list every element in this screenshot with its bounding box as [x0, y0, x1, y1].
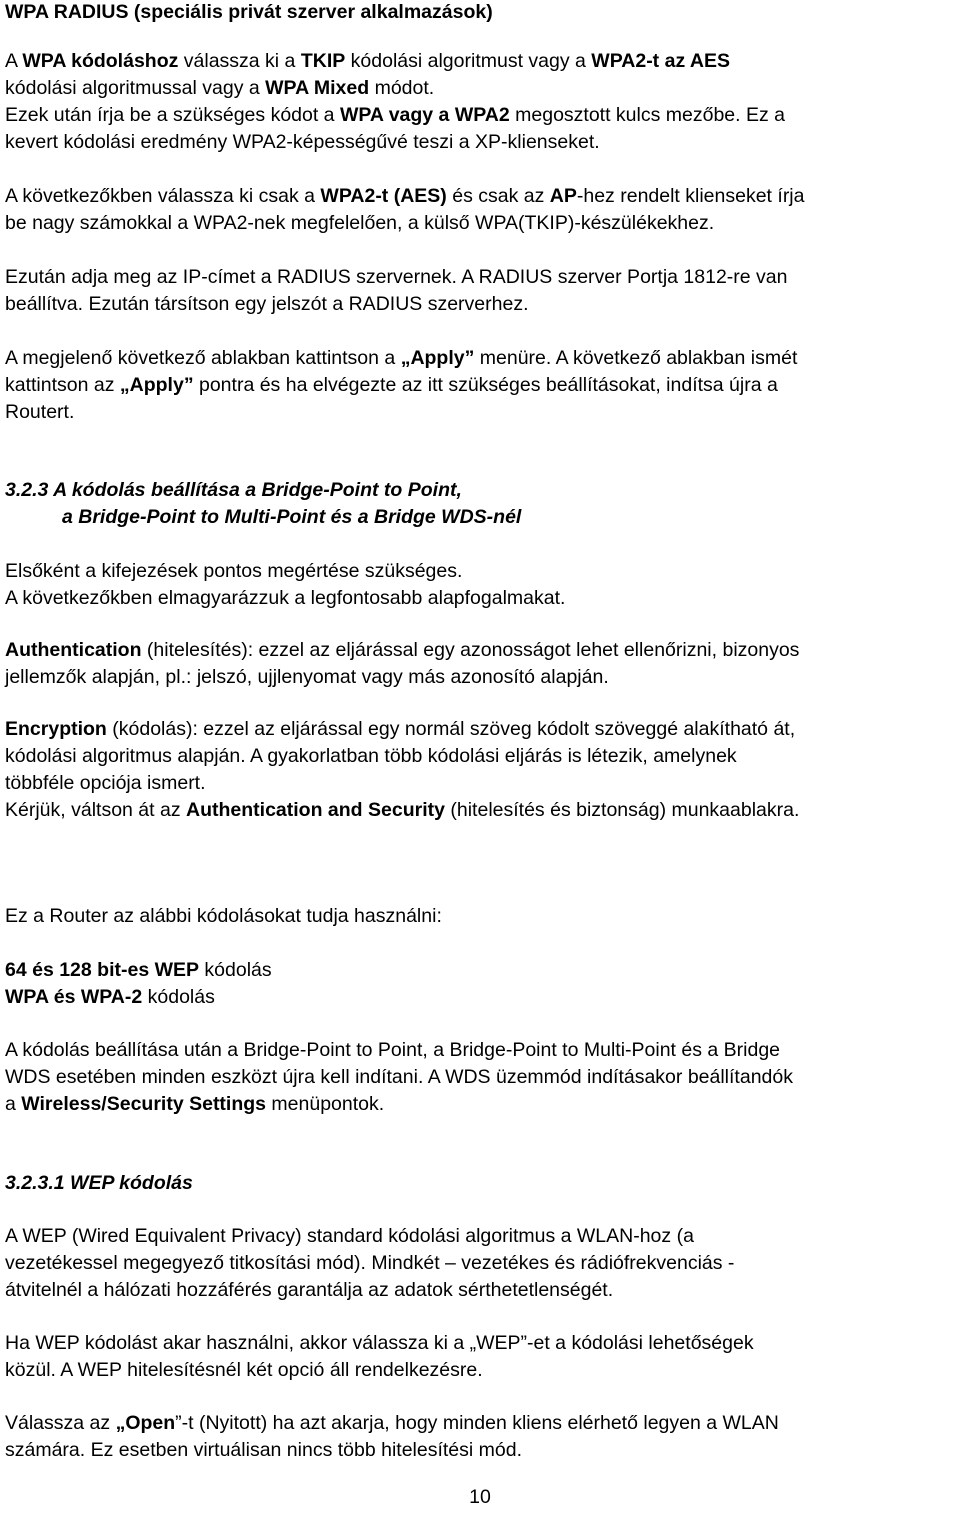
paragraph-line: WPA és WPA-2 kódolás [5, 986, 215, 1008]
paragraph-line: Kérjük, váltson át az Authentication and Security (hitelesítés és biztonság) munkaablakra. [5, 799, 800, 821]
paragraph-line: átvitelnél a hálózati hozzáférés garantálja az adatok sérthetetlenségét. [5, 1279, 614, 1301]
paragraph-line: kódolási algoritmussal vagy a WPA Mixed módot. [5, 77, 435, 99]
paragraph-line: Ezután adja meg az IP-címet a RADIUS szervernek. A RADIUS szerver Portja 1812-re van [5, 266, 788, 288]
paragraph-line: Routert. [5, 401, 75, 423]
paragraph-line: a Wireless/Security Settings menüpontok. [5, 1093, 385, 1115]
paragraph-line: A megjelenő következő ablakban kattintson a „Apply” menüre. A következő ablakban ismét [5, 347, 798, 369]
paragraph-line: WDS esetében minden eszközt újra kell indítani. A WDS üzemmód indításakor beállítandók [5, 1066, 793, 1088]
paragraph-line: Authentication (hitelesítés): ezzel az eljárással egy azonosságot lehet ellenőrizni, bizonyos [5, 639, 800, 661]
paragraph-line: közül. A WEP hitelesítésnél két opció áll rendelkezésre. [5, 1359, 483, 1381]
paragraph-line: Elsőként a kifejezések pontos megértése szükséges. [5, 560, 463, 582]
section-heading-3-2-3: 3.2.3 A kódolás beállítása a Bridge-Point to Point, [5, 479, 462, 501]
paragraph-line: vezetékessel megegyező titkosítási mód). Mindkét – vezetékes és rádiófrekvenciás - [5, 1252, 735, 1274]
paragraph-line: Ha WEP kódolást akar használni, akkor válassza ki a „WEP”-et a kódolási lehetőségek [5, 1332, 754, 1354]
paragraph-line: A WEP (Wired Equivalent Privacy) standard kódolási algoritmus a WLAN-hoz (a [5, 1225, 694, 1247]
paragraph-line: A WPA kódoláshoz válassza ki a TKIP kódolási algoritmust vagy a WPA2-t az AES [5, 50, 730, 72]
paragraph-line: beállítva. Ezután társítson egy jelszót a RADIUS szerverhez. [5, 293, 529, 315]
paragraph-line: kattintson az „Apply” pontra és ha elvégezte az itt szükséges beállításokat, indítsa újra a [5, 374, 778, 396]
paragraph-line: A következőkben elmagyarázzuk a legfontosabb alapfogalmakat. [5, 587, 566, 609]
paragraph-line: Válassza az „Open”-t (Nyitott) ha azt akarja, hogy minden kliens elérhető legyen a WLAN [5, 1412, 779, 1434]
paragraph-line: jellemzők alapján, pl.: jelszó, ujjlenyomat vagy más azonosító alapján. [5, 666, 609, 688]
page-number: 10 [469, 1486, 491, 1508]
paragraph-line: Ez a Router az alábbi kódolásokat tudja használni: [5, 905, 442, 927]
paragraph-line: Encryption (kódolás): ezzel az eljárással egy normál szöveg kódolt szöveggé alakítható át, [5, 718, 796, 740]
paragraph-line: többféle opciója ismert. [5, 772, 206, 794]
paragraph-line: számára. Ez esetben virtuálisan nincs több hitelesítési mód. [5, 1439, 523, 1461]
paragraph-line: kevert kódolási eredmény WPA2-képességűvé teszi a XP-klienseket. [5, 131, 600, 153]
paragraph-line: A következőkben válassza ki csak a WPA2-t (AES) és csak az AP-hez rendelt klienseket írja [5, 185, 805, 207]
paragraph-line: be nagy számokkal a WPA2-nek megfelelően, a külső WPA(TKIP)-készülékekhez. [5, 212, 715, 234]
paragraph-line: A kódolás beállítása után a Bridge-Point to Point, a Bridge-Point to Multi-Point és a Bridge [5, 1039, 781, 1061]
section-heading-3-2-3-cont: a Bridge-Point to Multi-Point és a Bridge WDS-nél [62, 506, 522, 528]
heading-wpa-radius: WPA RADIUS (speciális privát szerver alkalmazások) [5, 1, 493, 23]
section-heading-3-2-3-1: 3.2.3.1 WEP kódolás [5, 1172, 193, 1194]
paragraph-line: Ezek után írja be a szükséges kódot a WPA vagy a WPA2 megosztott kulcs mezőbe. Ez a [5, 104, 786, 126]
paragraph-line: kódolási algoritmus alapján. A gyakorlatban több kódolási eljárás is létezik, amelynek [5, 745, 737, 767]
paragraph-line: 64 és 128 bit-es WEP kódolás [5, 959, 272, 981]
